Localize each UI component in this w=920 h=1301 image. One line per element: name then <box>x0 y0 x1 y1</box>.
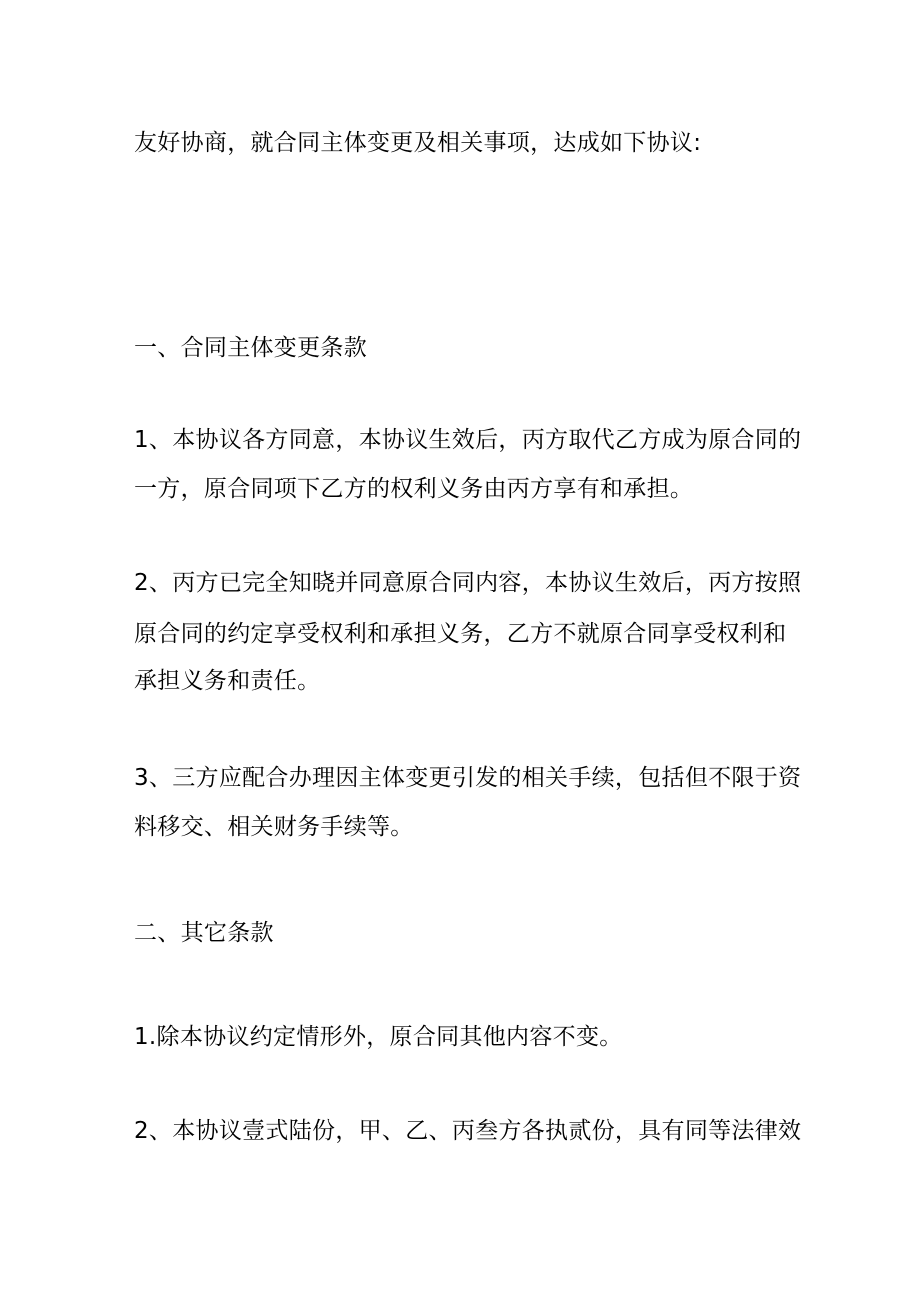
clause-2-2-line-1: 2、本协议壹式陆份，甲、乙、丙叁方各执贰份，具有同等法律效 <box>134 1118 802 1144</box>
clause-1-2-line-3: 承担义务和责任。 <box>134 668 321 694</box>
section-1-heading: 一、合同主体变更条款 <box>134 335 367 361</box>
intro-paragraph: 友好协商，就合同主体变更及相关事项，达成如下协议: <box>134 130 702 156</box>
clause-1-3-line-2: 料移交、相关财务手续等。 <box>134 814 414 840</box>
clause-1-2-line-1: 2、丙方已完全知晓并同意原合同内容，本协议生效后，丙方按照 <box>134 570 802 596</box>
clause-1-2-line-2: 原合同的约定享受权利和承担义务，乙方不就原合同享受权利和 <box>134 621 787 647</box>
section-2-heading: 二、其它条款 <box>134 920 274 946</box>
clause-2-1: 1.除本协议约定情形外，原合同其他内容不变。 <box>134 1024 623 1050</box>
clause-1-3-line-1: 3、三方应配合办理因主体变更引发的相关手续，包括但不限于资 <box>134 765 802 791</box>
clause-1-1-line-1: 1、本协议各方同意，本协议生效后，丙方取代乙方成为原合同的 <box>134 427 802 453</box>
clause-1-1-line-2: 一方，原合同项下乙方的权利义务由丙方享有和承担。 <box>134 476 694 502</box>
